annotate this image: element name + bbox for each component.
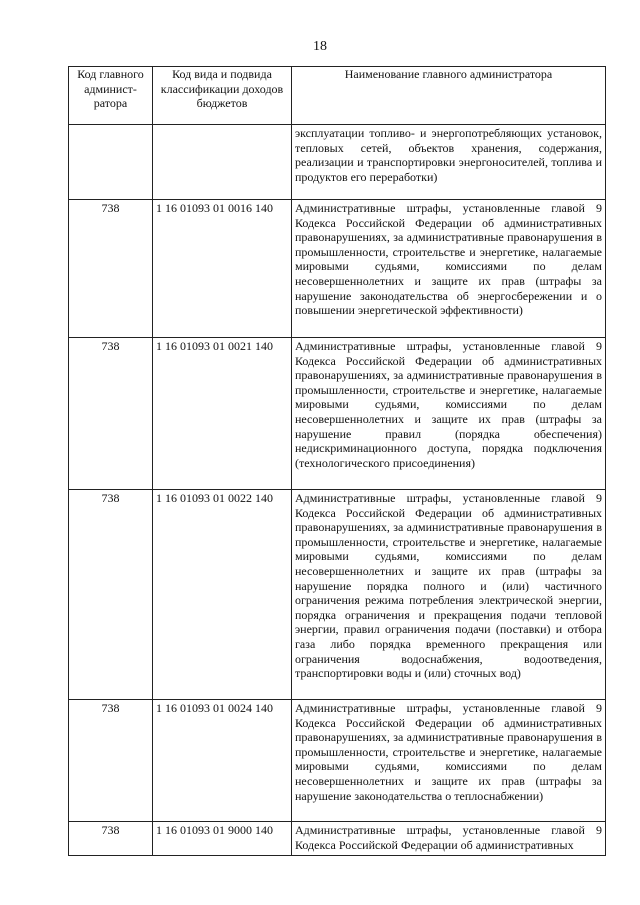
income-code-cell: 1 16 01093 01 0024 140 [153,700,292,822]
table-row [69,822,606,856]
admin-name-cell: эксплуатации топливо- и энергопотребляющих установок, тепловых сетей, объектов хранения, содержания, реализации и транспортировки энергоносителей, топлива и продуктов его переработки) [292,125,606,200]
admin-code-cell [69,125,153,200]
table-row [69,338,606,490]
income-classification-table [68,66,606,856]
header-admin-name: Наименование главного администратора [292,67,606,125]
admin-name-cell: Административные штрафы, установленные главой 9 Кодекса Российской Федерации об административных правонарушениях, за административные правонарушения в промышленности, строительстве и энергетике, налагаемые мировыми судьями, комиссиями по делам несовершеннолетних и защите их прав (штрафы за нарушение порядка полного и (или) частичного ограничения режима потребления электрической энергии, порядка ограничения и прекращения подачи тепловой энергии, правил ограничения подачи (поставки) и отбора газа либо порядка временного прекращения или ограничения водоснабжения, водоотведения, транспортировки воды и (или) сточных вод) [292,490,606,700]
income-code-cell: 1 16 01093 01 0016 140 [153,200,292,338]
page-number: 18 [313,39,327,54]
admin-code-cell: 738 [69,338,153,490]
admin-name-cell: Административные штрафы, установленные главой 9 Кодекса Российской Федерации об административных правонарушениях, за административные правонарушения в промышленности, строительстве и энергетике, налагаемые мировыми судьями, комиссиями по делам несовершеннолетних и защите их прав (штрафы за нарушение правил (порядка обеспечения) недискриминационного доступа, порядка подключения (технологического присоединения) [292,338,606,490]
header-admin-code: Код главного админист-ратора [69,67,153,125]
table-row [69,125,606,200]
admin-code-cell: 738 [69,490,153,700]
admin-code-cell: 738 [69,700,153,822]
admin-name-cell: Административные штрафы, установленные главой 9 Кодекса Российской Федерации об административных [292,822,606,856]
admin-code-cell: 738 [69,822,153,856]
table-row [69,700,606,822]
income-code-cell: 1 16 01093 01 0022 140 [153,490,292,700]
header-income-code: Код вида и подвида классификации доходов бюджетов [153,67,292,125]
income-code-cell [153,125,292,200]
table-row [69,490,606,700]
admin-name-cell: Административные штрафы, установленные главой 9 Кодекса Российской Федерации об административных правонарушениях, за административные правонарушения в промышленности, строительстве и энергетике, налагаемые мировыми судьями, комиссиями по делам несовершеннолетних и защите их прав (штрафы за нарушение законодательства о теплоснабжении) [292,700,606,822]
income-code-cell: 1 16 01093 01 9000 140 [153,822,292,856]
income-code-cell: 1 16 01093 01 0021 140 [153,338,292,490]
table-row [69,200,606,338]
admin-code-cell: 738 [69,200,153,338]
admin-name-cell: Административные штрафы, установленные главой 9 Кодекса Российской Федерации об административных правонарушениях, за административные правонарушения в промышленности, строительстве и энергетике, налагаемые мировыми судьями, комиссиями по делам несовершеннолетних и защите их прав (штрафы за нарушение законодательства об энергосбережении и о повышении энергетической эффективности) [292,200,606,338]
table-header-row [69,67,606,125]
